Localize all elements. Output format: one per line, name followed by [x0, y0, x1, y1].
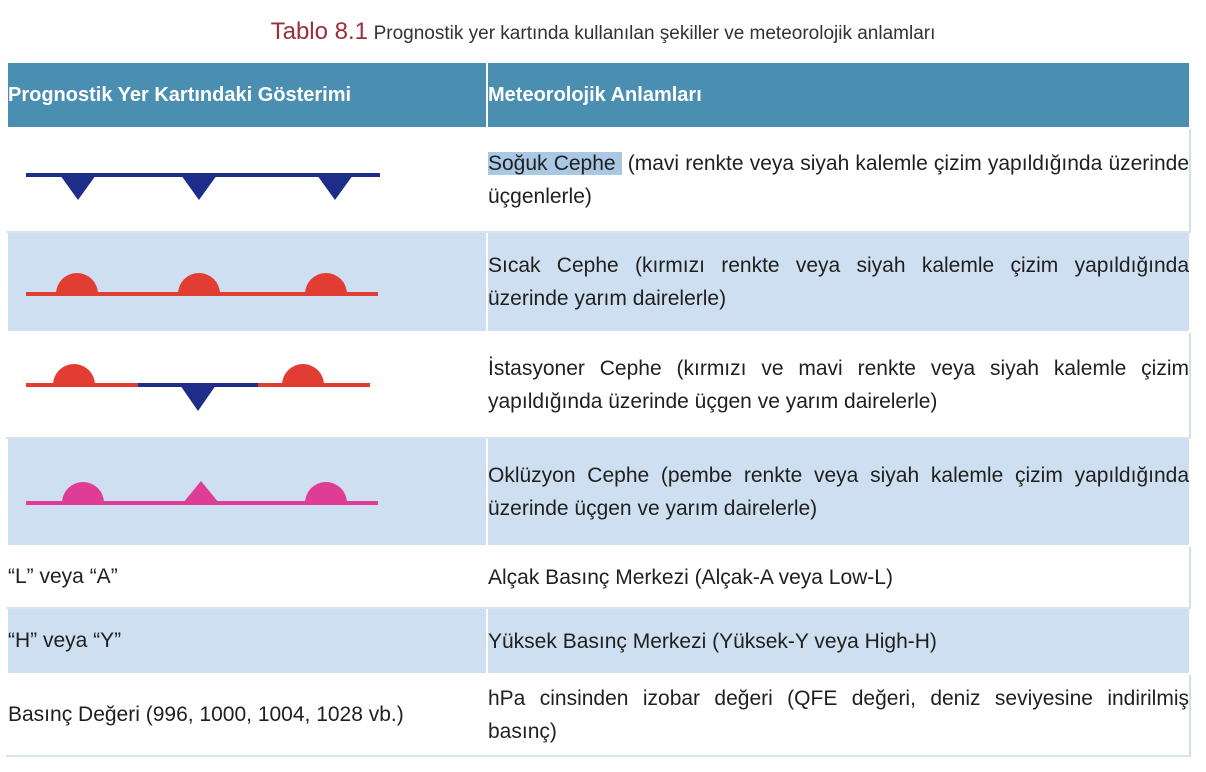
meaning-text: Sıcak Cephe (kırmızı renkte veya siyah kalemle çizim yapıldığında üzerinde yarım dairelerle): [488, 254, 1189, 310]
table-row: [7, 608, 1190, 674]
low-pressure-symbol: “L” veya “A”: [7, 546, 487, 608]
caption-number: Tablo 8.1: [270, 18, 369, 45]
header-col-symbol: Prognostik Yer Kartındaki Gösterimi: [7, 62, 487, 128]
table-row: [7, 546, 1190, 608]
row-meaning: [487, 332, 1190, 438]
header-col-meaning: Meteorolojik Anlamları: [487, 62, 1190, 128]
occluded-front-symbol: [7, 438, 487, 546]
table-row: [7, 674, 1190, 756]
warm-front-icon: [8, 234, 486, 330]
occluded-front-icon: [8, 440, 486, 544]
stationary-front-icon: [8, 334, 486, 436]
warm-front-symbol: [7, 232, 487, 332]
stationary-front-symbol: [7, 332, 487, 438]
row-meaning: [487, 674, 1190, 756]
cold-front-symbol: [7, 128, 487, 232]
table-row: [7, 232, 1190, 332]
fronts-table: [6, 61, 1191, 757]
meaning-text: hPa cinsinden izobar değeri (QFE değeri, deniz seviyesine indirilmiş basınç): [488, 687, 1189, 743]
row-meaning: [487, 232, 1190, 332]
row-meaning: Alçak Basınç Merkezi (Alçak-A veya Low-L): [487, 546, 1190, 608]
table-header-row: [7, 62, 1190, 128]
meaning-text: İstasyoner Cephe (kırmızı ve mavi renkte veya siyah kalemle çizim yapıldığında üzerinde üçgen ve yarım dairelerle): [488, 357, 1189, 413]
row-meaning: [487, 128, 1190, 232]
high-pressure-symbol: “H” veya “Y”: [7, 608, 487, 674]
meaning-text: (mavi renkte veya siyah kalemle çizim yapıldığında üzerinde üçgenlerle): [488, 152, 1189, 208]
highlighted-term: Soğuk Cephe: [488, 152, 622, 175]
meaning-text: Oklüzyon Cephe (pembe renkte veya siyah kalemle çizim yapıldığında üzerinde üçgen ve yarım dairelerle): [488, 464, 1189, 520]
pressure-value-symbol: Basınç Değeri (996, 1000, 1004, 1028 vb.): [7, 674, 487, 756]
row-meaning: [487, 438, 1190, 546]
table-row: [7, 332, 1190, 438]
row-meaning: Yüksek Basınç Merkezi (Yüksek-Y veya High-H): [487, 608, 1190, 674]
cold-front-icon: [8, 130, 486, 230]
caption-text: Prognostik yer kartında kullanılan şekiller ve meteorolojik anlamları: [373, 23, 936, 44]
table-row: [7, 438, 1190, 546]
table-row: [7, 128, 1190, 232]
table-caption: [0, 18, 1206, 46]
